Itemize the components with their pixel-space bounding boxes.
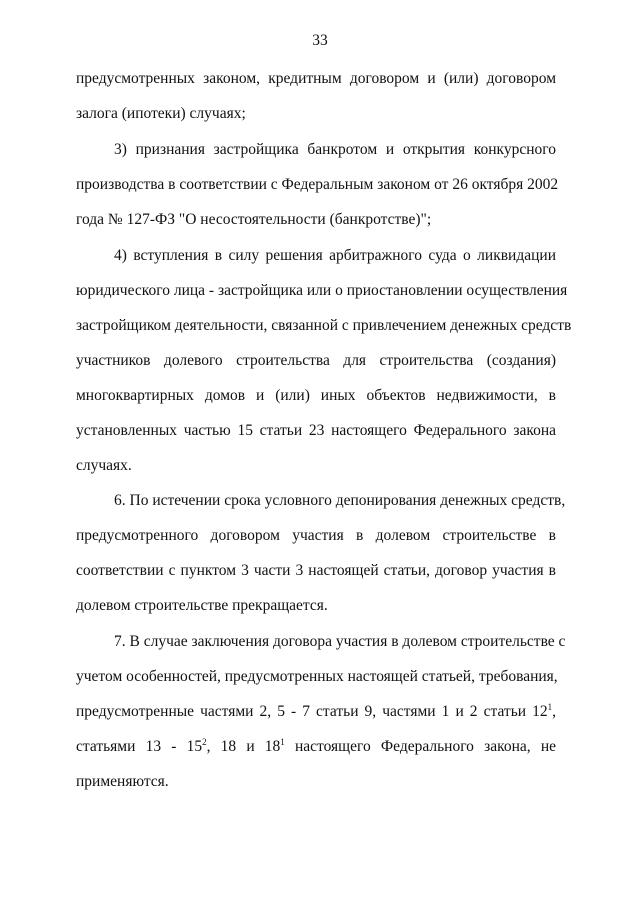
text-fragment: предусмотренные частями 2, 5 - 7 статьи 9, частями 1 и 2 статьи 12 [76,703,548,720]
text-line: застройщиком деятельности, связанной с привлечением денежных средств [76,317,572,334]
text-line: предусмотренных законом, кредитным договором и (или) договором [76,70,556,87]
text-fragment: , 18 и 18 [206,738,281,755]
text-line: случаях. [76,457,132,474]
text-line: 4) вступления в силу решения арбитражного суда о ликвидации [114,247,556,264]
text-line: юридического лица - застройщика или о приостановлении осуществления [76,282,568,299]
superscript: 1 [547,702,553,712]
text-line: залога (ипотеки) случаях; [76,105,246,122]
text-line [76,737,556,757]
text-line: применяются. [76,773,169,790]
text-line: многоквартирных домов и (или) иных объектов недвижимости, в [76,387,556,404]
text-line: установленных частью 15 статьи 23 настоящего Федерального закона [76,422,556,439]
text-line: производства в соответствии с Федеральным законом от 26 октября 2002 [76,176,559,193]
text-line: 6. По истечении срока условного депонирования денежных средств, [114,492,566,509]
text-fragment: настоящего Федерального закона, не [284,738,556,755]
superscript: 2 [202,737,207,747]
text-line: соответствии с пунктом 3 части 3 настоящей статьи, договор участия в [76,562,556,579]
text-line: 7. В случае заключения договора участия в долевом строительстве с [114,633,566,650]
text-fragment: статьями 13 - 15 [76,738,203,755]
text-fragment: , [552,703,556,720]
text-line: 3) признания застройщика банкротом и открытия конкурсного [114,141,556,158]
text-line: участников долевого строительства для строительства (создания) [76,352,556,369]
text-line: предусмотренного договором участия в долевом строительстве в [76,527,556,544]
text-line: долевом строительстве прекращается. [76,597,328,614]
text-line [76,702,556,722]
superscript: 1 [280,737,285,747]
page-number: 33 [312,32,328,49]
text-line: учетом особенностей, предусмотренных настоящей статьей, требования, [76,668,558,685]
text-line: года № 127-ФЗ "О несостоятельности (банкротстве)"; [76,211,432,228]
